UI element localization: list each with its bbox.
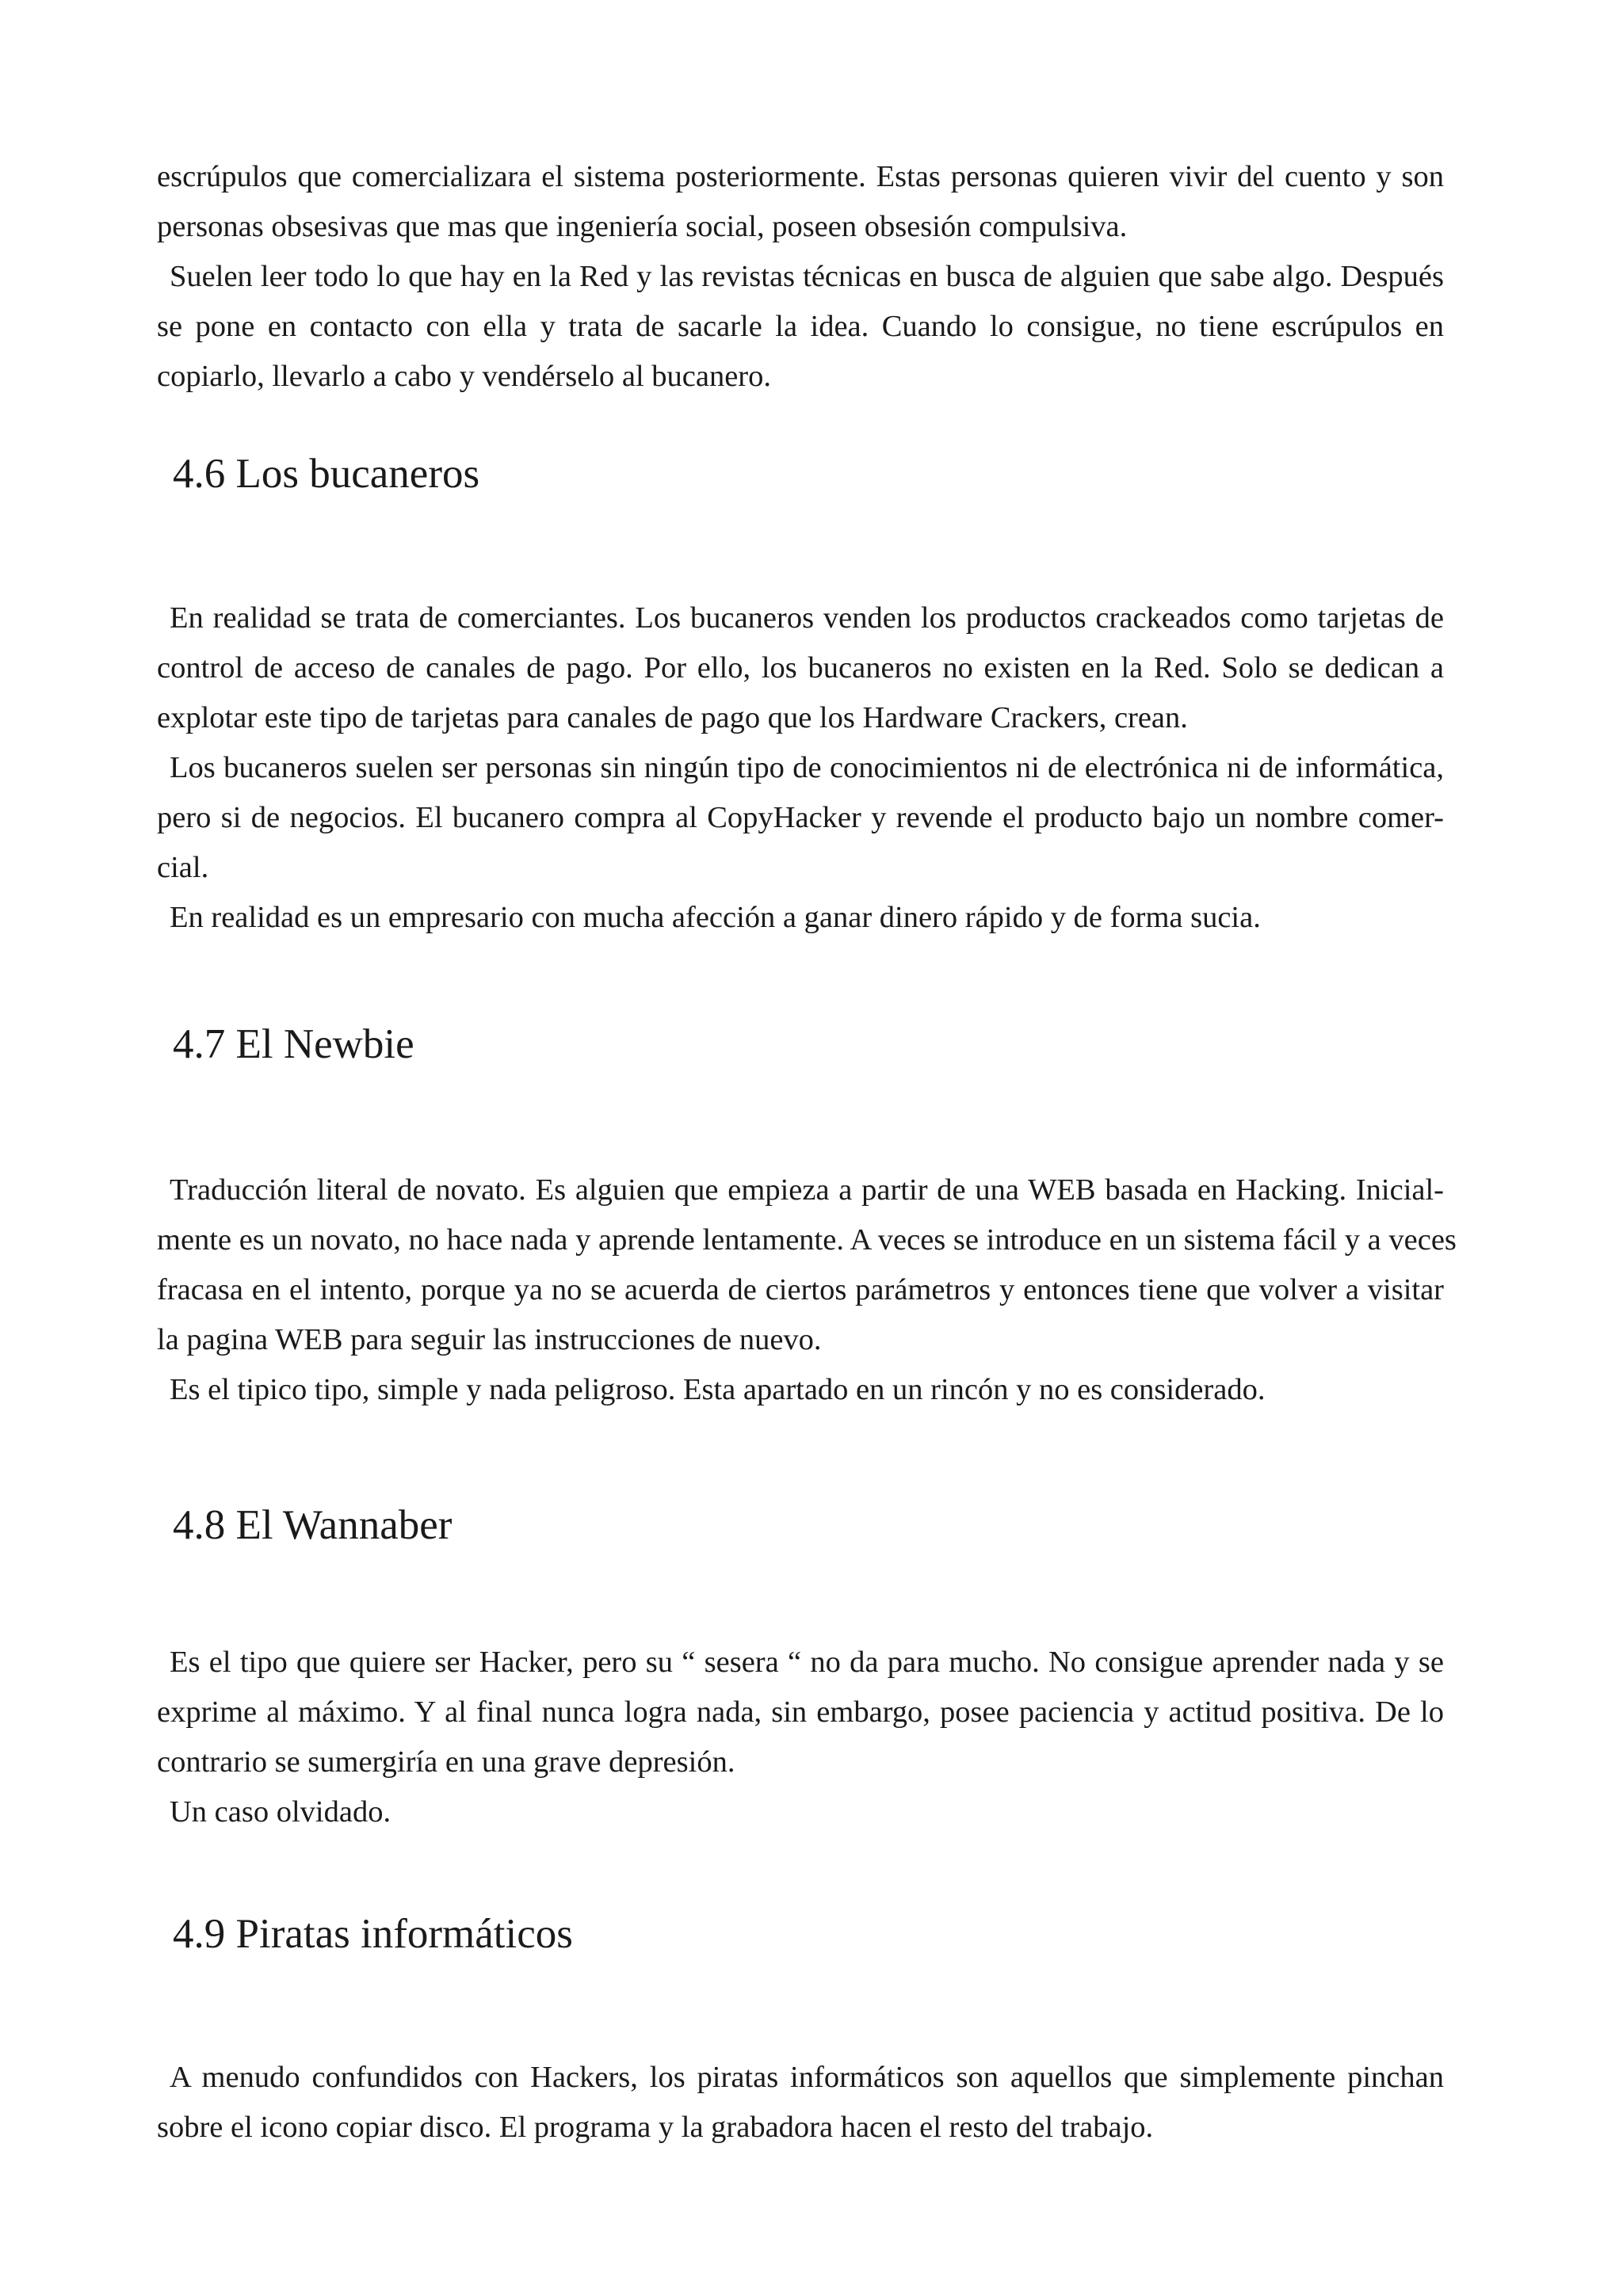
text-line: sobre el icono copiar disco. El programa y la grabadora hacen el resto del trabajo.	[157, 2111, 1154, 2144]
text-line: pero si de negocios. El bucanero compra al CopyHacker y revende el producto bajo un nombre comer-	[157, 801, 1444, 834]
text-line: copiarlo, llevarlo a cabo y vendérselo al bucanero.	[157, 360, 772, 393]
text-line: Es el tipo que quiere ser Hacker, pero su “ sesera “ no da para mucho. No consigue aprender nada y se	[170, 1646, 1444, 1679]
text-line: cial.	[157, 851, 209, 884]
text-line: se pone en contacto con ella y trata de sacarle la idea. Cuando lo consigue, no tiene escrúpulos en	[157, 310, 1444, 343]
text-line: fracasa en el intento, porque ya no se acuerda de ciertos parámetros y entonces tiene que volver a visitar	[157, 1273, 1444, 1306]
text-line: exprime al máximo. Y al final nunca logra nada, sin embargo, posee paciencia y actitud positiva. De lo	[157, 1695, 1444, 1729]
text-line: A menudo confundidos con Hackers, los piratas informáticos son aquellos que simplemente pinchan	[170, 2061, 1444, 2094]
section-heading: 4.7 El Newbie	[173, 1021, 414, 1067]
section-heading: 4.6 Los bucaneros	[173, 451, 480, 497]
text-line: En realidad se trata de comerciantes. Los bucaneros venden los productos crackeados como tarjetas de	[170, 601, 1444, 635]
text-line: control de acceso de canales de pago. Por ello, los bucaneros no existen en la Red. Solo se dedican a	[157, 651, 1444, 685]
text-line: En realidad es un empresario con mucha afección a ganar dinero rápido y de forma sucia.	[170, 901, 1261, 934]
text-line: Un caso olvidado.	[170, 1795, 391, 1829]
text-line: escrúpulos que comercializara el sistema posteriormente. Estas personas quieren vivir del cuento y son	[157, 160, 1444, 193]
text-line: Suelen leer todo lo que hay en la Red y las revistas técnicas en busca de alguien que sabe algo. Después	[170, 260, 1444, 293]
text-line: Traducción literal de novato. Es alguien que empieza a partir de una WEB basada en Hacking. Inicial-	[170, 1173, 1444, 1207]
section-heading: 4.8 El Wannaber	[173, 1502, 453, 1548]
text-line: explotar este tipo de tarjetas para canales de pago que los Hardware Crackers, crean.	[157, 701, 1188, 734]
section-heading: 4.9 Piratas informáticos	[173, 1911, 573, 1957]
text-line: Los bucaneros suelen ser personas sin ningún tipo de conocimientos ni de electrónica ni de informática,	[170, 751, 1444, 784]
text-line: Es el tipico tipo, simple y nada peligroso. Esta apartado en un rincón y no es considerado.	[170, 1373, 1266, 1406]
text-line: mente es un novato, no hace nada y aprende lentamente. A veces se introduce en un sistema fácil y a veces	[157, 1223, 1457, 1257]
text-line: contrario se sumergiría en una grave depresión.	[157, 1745, 735, 1779]
text-line: la pagina WEB para seguir las instrucciones de nuevo.	[157, 1323, 822, 1356]
text-line: personas obsesivas que mas que ingeniería social, poseen obsesión compulsiva.	[157, 210, 1128, 243]
